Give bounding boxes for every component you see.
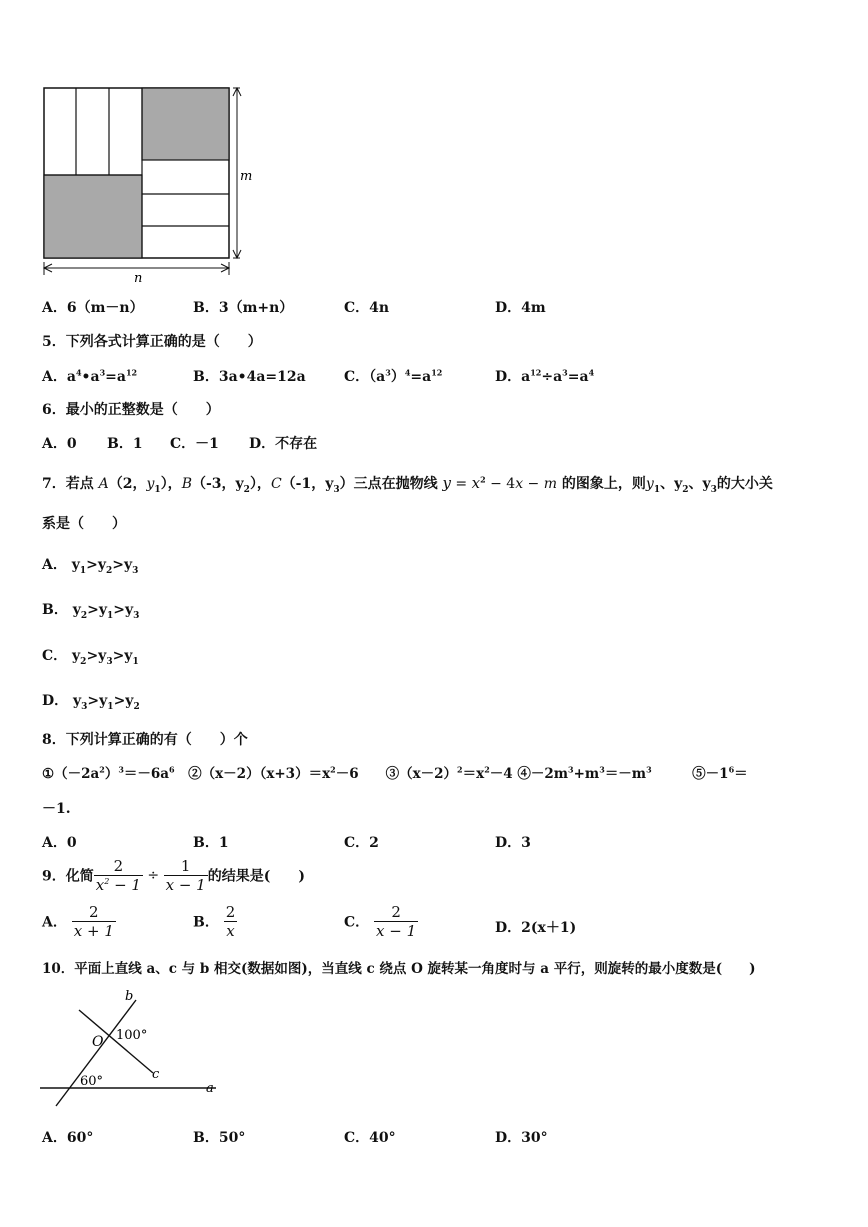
q6-option-d[interactable]: D．不存在 xyxy=(249,436,318,452)
q10-option-a[interactable]: A．60° xyxy=(42,1130,94,1146)
q5-stem: 5．下列各式计算正确的是（ ） xyxy=(42,334,262,350)
rectangle-figure xyxy=(30,80,260,285)
q8-statements-line2: －1. xyxy=(42,801,71,817)
m-label: m xyxy=(240,169,253,184)
q9-stem: 9．化简 $\frac{2}{x^2 - 1}$ ÷ $\frac{1}{x - 1}$ 的结果是( ) xyxy=(42,857,305,894)
q8-option-b[interactable]: B．1 xyxy=(193,835,229,851)
q7-stem-line2: 系是（ ） xyxy=(42,516,126,532)
q8-option-d[interactable]: D．3 xyxy=(495,835,531,851)
q9-option-d[interactable]: D．2(x＋1) xyxy=(495,920,577,936)
q4-option-b[interactable]: B．3（m+n） xyxy=(193,300,294,316)
q4-option-a[interactable]: A．6（m－n） xyxy=(42,300,144,316)
q8-option-c[interactable]: C．2 xyxy=(344,835,379,851)
angle-100-label: 100° xyxy=(116,1028,148,1043)
q4-option-d[interactable]: D．4m xyxy=(495,300,546,316)
q5-option-b[interactable]: B．3a•4a=12a xyxy=(193,369,306,385)
q7-option-c[interactable]: C． $y_2>y_3>y_1$ xyxy=(42,648,139,667)
q5-option-d[interactable]: D．$a^{12}\div a^3=a^4$ xyxy=(495,367,595,385)
q9-option-a[interactable]: A． $\frac{2}{x + 1}$ xyxy=(42,903,114,940)
point-o-label: O xyxy=(92,1034,104,1050)
q10-option-c[interactable]: C．40° xyxy=(344,1130,396,1146)
n-label: n xyxy=(134,271,143,285)
line-c-label: c xyxy=(152,1067,160,1082)
q5-option-a[interactable]: A．$a^4•a^3=a^{12}$ xyxy=(42,367,138,385)
q4-option-c[interactable]: C．4n xyxy=(344,300,390,316)
q7-option-b[interactable]: B． $y_2>y_1>y_3$ xyxy=(42,602,140,621)
angle-60-label: 60° xyxy=(80,1074,104,1089)
lines-figure xyxy=(36,986,226,1111)
q10-option-b[interactable]: B．50° xyxy=(193,1130,246,1146)
q9-option-c[interactable]: C． $\frac{2}{x - 1}$ xyxy=(344,903,417,940)
q6-option-c[interactable]: C．－1 xyxy=(170,436,219,452)
q9-option-b[interactable]: B． $\frac{2}{x}$ xyxy=(193,903,236,940)
q10-option-d[interactable]: D．30° xyxy=(495,1130,548,1146)
q7-option-d[interactable]: D． $y_3>y_1>y_2$ xyxy=(42,693,140,712)
q7-option-a[interactable]: A． $y_1>y_2>y_3$ xyxy=(42,557,139,576)
q6-stem: 6．最小的正整数是（ ） xyxy=(42,402,220,418)
q7-stem: 7．若点 A（2，$y_1$），B（-3，$y_2$），C（-1，$y_3$）三点在抛物线 $y = x^2 - 4x - m$ 的图象上，则$y_1$、$y_2$、$y_3$的大小关 xyxy=(42,474,773,495)
line-b-label: b xyxy=(125,989,134,1004)
q8-statements: $①(-2a^2)^3=-6a^6$ $②(x-2)(x+3)=x^2-6$ $③(x-2)^2=x^2-4$ $④-2m^3+m^3=-m^3$ $⑤-1^6=$ xyxy=(42,764,748,782)
q8-stem: 8．下列计算正确的有（ ）个 xyxy=(42,732,248,748)
q5-option-c[interactable]: C．$(a^3)^4=a^{12}$ xyxy=(344,367,443,385)
line-a-label: a xyxy=(206,1081,214,1096)
q6-option-a[interactable]: A．0 xyxy=(42,436,77,452)
q8-option-a[interactable]: A．0 xyxy=(42,835,77,851)
q10-stem: 10．平面上直线 a、c 与 b 相交(数据如图)，当直线 c 绕点 O 旋转某一角度时与 a 平行，则旋转的最小度数是( ) xyxy=(42,961,756,977)
q6-option-b[interactable]: B．1 xyxy=(107,436,143,452)
